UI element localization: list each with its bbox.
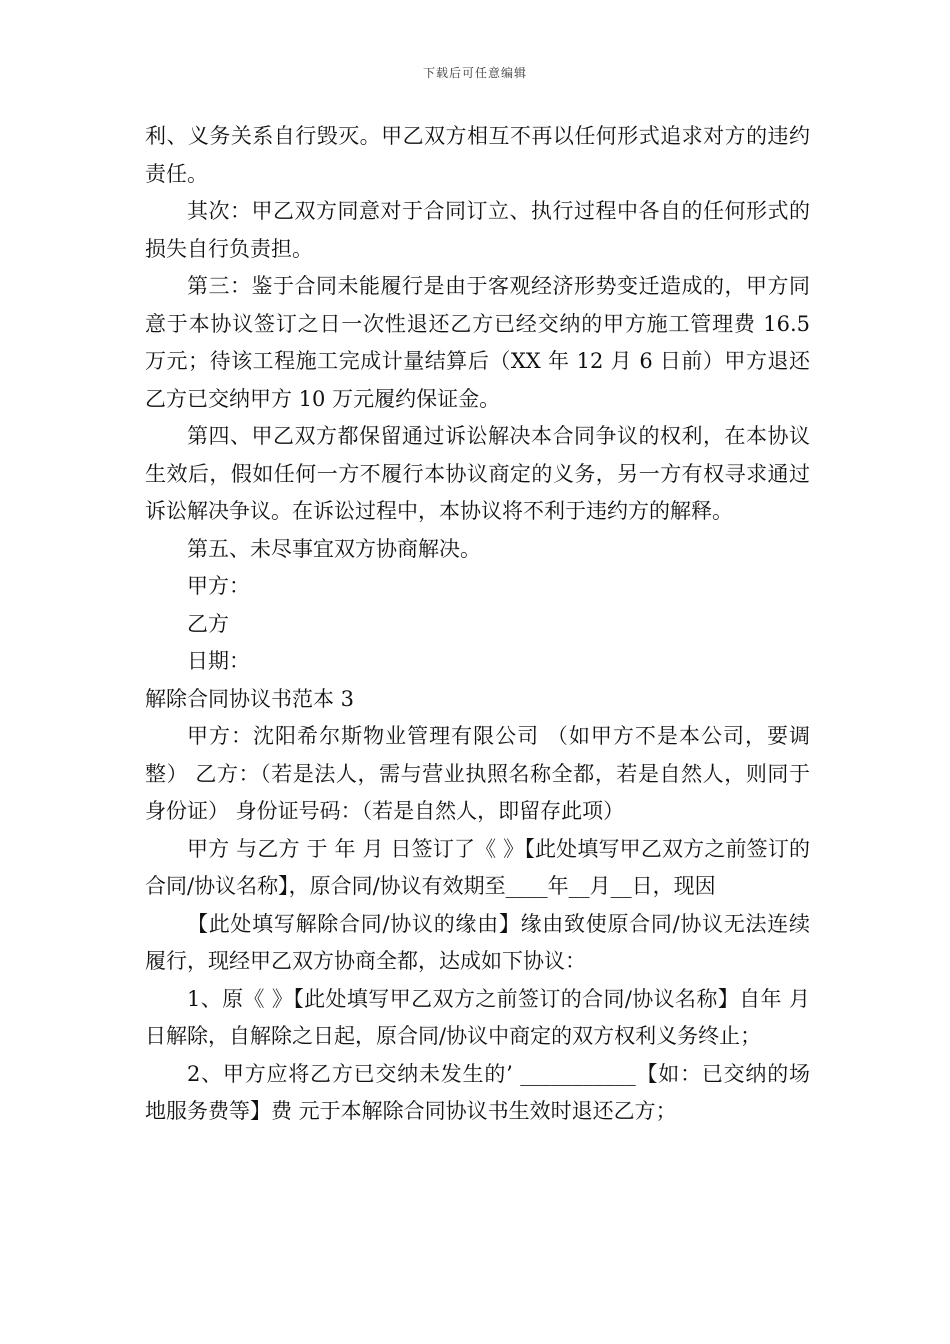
paragraph-second: 其次：甲乙双方同意对于合同订立、执行过程中各自的任何形式的损失自行负责担。 xyxy=(145,199,810,261)
date-label: 日期： xyxy=(187,649,250,673)
section-title: 解除合同协议书范本 3 xyxy=(145,686,355,711)
document-body xyxy=(145,118,810,1131)
paragraph-third: 第三：鉴于合同未能履行是由于客观经济形势变迁造成的，甲方同意于本协议签订之日一次性退还乙方已经交纳的甲方施工管理费 16.5 万元；待该工程施工完成计量结算后（XX 年 12 月 6 日前）甲方退还乙方已交纳甲方 10 万元履约保证金。 xyxy=(145,274,810,411)
parties-info: 甲方：沈阳希尔斯物业管理有限公司 （如甲方不是本公司，要调整） 乙方：（若是法人，需与营业执照名称全都，若是自然人，则同于身份证） 身份证号码：（若是自然人，即留存此项） xyxy=(145,724,810,823)
page-header: 下载后可任意编辑 xyxy=(422,66,527,80)
contract-background: 甲方 与乙方 于 年 月 日签订了《 》【此处填写甲乙双方之前签订的合同/协议名称】，原合同/协议有效期至____年__月__日，现因 xyxy=(145,836,810,898)
party-b-signature-label: 乙方 xyxy=(187,611,229,636)
paragraph-fourth: 第四、甲乙双方都保留通过诉讼解决本合同争议的权利，在本协议生效后，假如任何一方不履行本协议商定的义务，另一方有权寻求通过诉讼解决争议。在诉讼过程中，本协议将不利于违约方的解释。 xyxy=(145,424,810,523)
paragraph-obligations-end: 利、义务关系自行毁灭。甲乙双方相互不再以任何形式追求对方的违约责任。 xyxy=(145,124,810,186)
clause-2: 2、甲方应将乙方已交纳未发生的’ ___________【如：已交纳的场地服务费等】费 元于本解除合同协议书生效时退还乙方； xyxy=(145,1061,810,1123)
paragraph-fifth: 第五、未尽事宜双方协商解决。 xyxy=(187,536,481,561)
party-a-signature-label: 甲方： xyxy=(187,574,250,598)
termination-reason: 【此处填写解除合同/协议的缘由】缘由致使原合同/协议无法连续履行，现经甲乙双方协商全都，达成如下协议： xyxy=(145,911,810,973)
clause-1: 1、原《 》【此处填写甲乙双方之前签订的合同/协议名称】自年 月 日解除，自解除之日起，原合同/协议中商定的双方权利义务终止； xyxy=(145,986,810,1048)
